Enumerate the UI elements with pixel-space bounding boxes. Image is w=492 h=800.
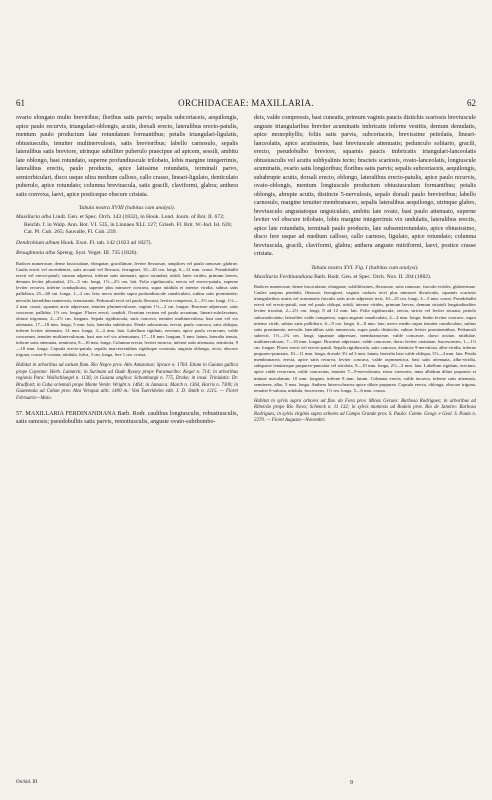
- left-description: Radices numerosae, dense fasciculatae, elongatae, gracillimae, leviter flexuosae, simplices vel paulo ramosae, glabrae. Caulis erecti vel ascendentes, satis arcuati vel flexuosi, ferruginei, 10—20 cm. longi, 6—12 mm. crassi. Pseudobulbi erecti vel erecto-patuli, sursum adpressi, inferne satis attenuati, apice rotundati, nitidi, laete virides, primum laeves, demum leviter plicatulati, 2½—5 cm. longi, 1½—2½ cm. lati. Folia rigidiuscula, erecta vel erecto-patula, superne leviter recurva, inferne conduplicata, superne plus minusve concava, supra nitidula et intense viridia, subtus satis pallidiora, 25—60 cm. longa, 1—2 cm. lata; nervo medio supra profundiuscule canaliculato, subtus satis prominente; nervulis lateralibus numerosis, tenuissimis. Pedunculi recti vel paulo flexuosi, leviter compressi, 2—3½ cm. longi, 1½—2 mm. crassi; squamis arcte adpressae, tenuiter plurinervulosae, vaginis 1½—2 cm. longae. Bracteae adpressae, satis concavae, pallidae, 1½ cm. longae. Flores erecti, candidi. Ovarium rectum vel paulo arcuatum, lineari-subclavatum, obtuse trigonum, 2—2½ cm. longum. Sepala rigidiuscula, satis concava, tenuiter multinervulosa, basi non vel vix attenuata, 17—18 mm. longa, 5 mm. lata, lateralia subfalcata. Petala subcarnosa, erecta, paulo concava, satis obliqua, inferne leviter attenuata, 14 mm. longa, 3—4 mm. lata. Labellum rigidum, erectum, apice paulo recurvum, valde concavum, tenuiter multinervulosum, basi non vel vix attenuatum, 17—18 mm. longum, 5 mm. latum, lateralia tenuia, inferne satis attenuata, semitorta, 9—10 mm. longa. Columna erecta, leviter incurva, inferne satis attenuata, semitorta, 9—10 mm. longa. Capsula erecto-patula, sepalis marcescentibus rigidisque coronata, angusta oblonga, recta, obscure trigona, crasse 6-costata, nitidula, fulva, 3 cm. longa, fere 1 cm. crassa.: [16, 260, 238, 358]
- running-header: [16, 98, 476, 112]
- species-name: MAXILLARIA FERDINANDIANA: [25, 410, 116, 417]
- right-plate-reference: Tabula nostra XVI. Fig. I (habitus cum analysi).: [311, 264, 419, 271]
- synonym-entry: [254, 274, 476, 282]
- synonym-citation: Hook. Exot. Fl. tab. 142 (1823 ad 1827).: [59, 239, 152, 246]
- synonym-name: Maxillaria Ferdinandiana: [254, 273, 313, 280]
- synonym-entry: [16, 240, 238, 248]
- synonym-citation: Lindl. Gen. et Spec. Orch. 143 (1832), in Hook. Lond. Journ. of Bot. II. 672; Reichb. f. in Walp. Ann. Bot. VI. 535, in Linnaea XLI. 127; Griseb. Fl. Brit. W.-Ind. Isl. 626; Cat. Pl. Cub. 265; Sauvalle, Fl. Cub. 239.: [24, 214, 233, 236]
- synonym-name: Maxillaria alba: [16, 214, 52, 220]
- two-column-body: [16, 114, 476, 786]
- species-number: 57.: [16, 410, 24, 417]
- page-number-right: 62: [467, 98, 476, 108]
- synonym-name: Broughtonia alba: [16, 250, 56, 257]
- synonym-entry: [16, 214, 238, 237]
- footer-volume: Orchid. III: [16, 780, 38, 785]
- right-habitat: Habitat in sylvis supra arbores ad fluv. do Fora prov. Minas Geraes: Barbosa Rodrigues; in arboribus ad Ribeirão prope Rio Novo; Schenck n. 11 132; in sylvis montosis ad Rodeio prov. Rio de Janeiro: Barbosa Rodrigues; in sylvis virginis supra arbores ad Campo Grande prov. S. Paulo: Comm. Geogr. e Geol. S. Paulo n. 2270. — Floret Augusto—Novembri.: [254, 398, 476, 423]
- species-author: Barb. Rodr.: [117, 410, 146, 417]
- page-number-left: 61: [16, 98, 25, 108]
- species-heading: [16, 410, 238, 427]
- left-plate-reference: Tabula nostra XVIII (habitus cum analysi).: [78, 205, 176, 211]
- synonym-citation: Spreng. Syst. Veget. III. 735 (1826).: [55, 250, 138, 257]
- running-title: ORCHIDACEAE: MAXILLARIA.: [178, 98, 314, 108]
- left-diagnosis-text: ovario elongato multo breviribus; floribus satis parvis; sepalis subcoriaceis, aequilongis, apice paulo recurvis, triangulari-oblongis, acutis, dorsali erecto, lateralibus erecto-patulis, mentum paulo productum late rotundatum formantibus; petalis triangulari-ligulatis, obtusiusculis, tenuiter multinervulosis, satis brevioribus; labello carnosulo, sepalis lateralibus satis breviore, utrinque subtiliter puberulo praecipue ad apicem, sessili, ambitu late oblongo, basi rotundato, superne profundiuscule trilobato, lobis margine integerrimis, lateralibus erectis, paulo productis, apice latissime rotundatis, terminali parvo, semiorbiculari, disco usque ultra medium calloso, callo crasso, lineari-ligulato, denticulato puberulo, apice rotundato; columna breviuscula, satis gracili, claviformi, glabra; anthera satis convexa, laevi, apice posticeque obscure cristata.: [16, 115, 238, 198]
- right-column: [254, 114, 476, 786]
- left-habitat: Habitat in arboribus ad ostium flum. Rio Negro prov. Alto Amazonas: Spruce n. 1764. Etiam in Guiana gallica prope Cayenne: Herb. Lamarck; in Surinam ad Oude Ryssey prope Paramaribo: Kegel n. 714; in arboribus regionis Para: Wullschlaegel n. 1136; in Guiana anglica: Schomburgk n. 775, Drake; in insul. Trinidatis: Dr. Bradford; in Cuba orientali prope Monte Verde: Wright n. 1464; in Jamaica: March n. 1364, Harris n. 7300; in Guatemala ad Coban prov. Alta Verapaz altit. 1400 m.: Von Tuerckheim edit. J. D. Smith n. 1215. — Floret Februario—Maio.: [16, 363, 238, 401]
- synonym-name: Dendrobium album: [16, 239, 60, 246]
- signature-mark: 9: [350, 780, 353, 786]
- synonym-citation: Barb. Rodr. Gen. et Spec. Orch. Nov. II. 204 (1882).: [312, 273, 432, 280]
- left-column: [16, 114, 238, 786]
- synonym-entry: [16, 250, 238, 258]
- right-description: Radices numerosae, dense fasciculatae, elongatae, subfiliformes, flexuosae, satis ramosae, fusculo-virides, glaberrimae. Caules saepius pendulti, flexuosi, ferruginei, vaginis caducis tecti plus minusve divaricatis, squamis scariosis triangularibus acutis vel acuminatis fusculis satis arcte adpressis tecti, 10—25 cm. longi, 3—5 mm. crassi. Pseudobulbi erecti vel erecto-patuli, non vel paulo obliqui, nitidi, intense virides, primum laeves, demum striatuli longitudinaliter leviter triculati, 2—2½ cm. longi, 8 ad 12 mm. lati. Folia rigidiuscula, erecta, stricta vel leviter arcuata; petiolo subcanaliculato, lateraliter valde compresso, supra anguste canaliculato, 2—4 mm. longo; limbo leviter concavo, supra intense viridi, subtus satis pallidiore, 6—9 cm. longo, 6—8 mm. lato; nervo medio supra tenuiter canaliculato, subtus satis prominente; nervulis lateralibus satis numerosis, supra paulo distinctis, subtus leviter prominentibus. Pedunculi subrecti, 1½—1¾ cm. longi; squamae adpressae, membranaceae, valde concavae, dorso acutae, nitidulae, multinervulosae, 7—10 mm. longae. Bracteae adpressae, valde concavae, dorso leviter carinatae, fuscescentes, 1—1½ cm. longae. Flores erecti vel erecto-patuli. Sepala rigidiuscula, satis concava, distincte 9-nervulosa, albo-viridia, inferne purpureo-punctata, 10—11 mm. longa, dorsale 3½ ad 3 mm. latum, lateralia basi valde obliqua, 3½—4 mm. lata. Petala membranacea, erecta, apice satis recurva, leviter concava, valde asymmetrica, basi satis attenuata, albo-viridia, subsparse tenuiterque purpureo-punctata vel striolata, 9—10 mm. longa, 2½—3 mm. lata. Labellum rigidum, erectum, apice valde recurvum, valde concavum, tenuiter 7—9-nervulosum, extus virescens, intus albidum dilute purpureo et minute maculatum, 10 mm. longum, inferne 8 mm. latum. Columna erecta, valde incurva, inferne satis attenuata, semiterea, albo, 5 mm. longa. Anthera lutea-ochracea apice dilute purpurea. Capsula erecta, oblonga, obscure trigona, tenuiter 6-sulcata, nitidula, fuscescens, 1½ cm. longa, 5—6 mm. crassa.: [254, 284, 476, 393]
- species-diagnosis-start: caulibus longiusculis, robustiusculis, satis ramosis; pseudobulbis satis parvis, remotiusculis, anguste ovato-subrhombo-: [16, 410, 238, 426]
- page-footer: [16, 780, 37, 785]
- right-diagnosis-text: deis, valde compressis, basi cuneatis, primum vaginis paucis distichis scariosis breviuscule anguste triangularibus breviter acuminatis imbricatis inferne vestitis, demum denudatis, apice monophyllis; foliis satis parvis, subcoriaceis, brevissime petiolatis, lineari-lanceolatis, apice acutissimis, basi breviuscule attenuatis; pedunculo solitario, gracili, erecto, pseudobulbo breviore, squamis paucis imbricatis triangulari-lanceolatis obtusiusculis vel acutis subhyalinis tecto; bracteis scariosis, ovato-lanceolatis, longiuscule acuminatis, ovario satis longioribus; floribus satis parvis; sepalis subcoriaceis, aequilongis, subabrupte acutis, dorsali erecto, oblongo, lateralibus erecto-patulis, apice paulo recurvis, ovato-oblongis, mentum longiuscule productum obtusiusculum formantibus; petalis oblongis, abrupte acutis, distincte 5-nervulosis, sepalo dorsali paulo brevioribus; labello carnosulo, margine tenuiter membranaceo, sepalis lateralibus aequilongo, utrinque glabro, breviusculo angustatoque unguiculato, ambitu late ovato, basi paulo attenuato, superne leviter vel obscure trilobato, lobis margine integerrimis vix undulatis, lateralibus erectis, apice late rotundatis, terminali paulo producto, late subsemirotundato, apice obtusissimo, disco fere usque ad medium calloso, callo carnoso, ligulato, apice rotundato; columna breviuscula, gracili, claviformi, glabra; anthera anguste mitriformi, laevi, postice crasse cristata.: [254, 115, 476, 257]
